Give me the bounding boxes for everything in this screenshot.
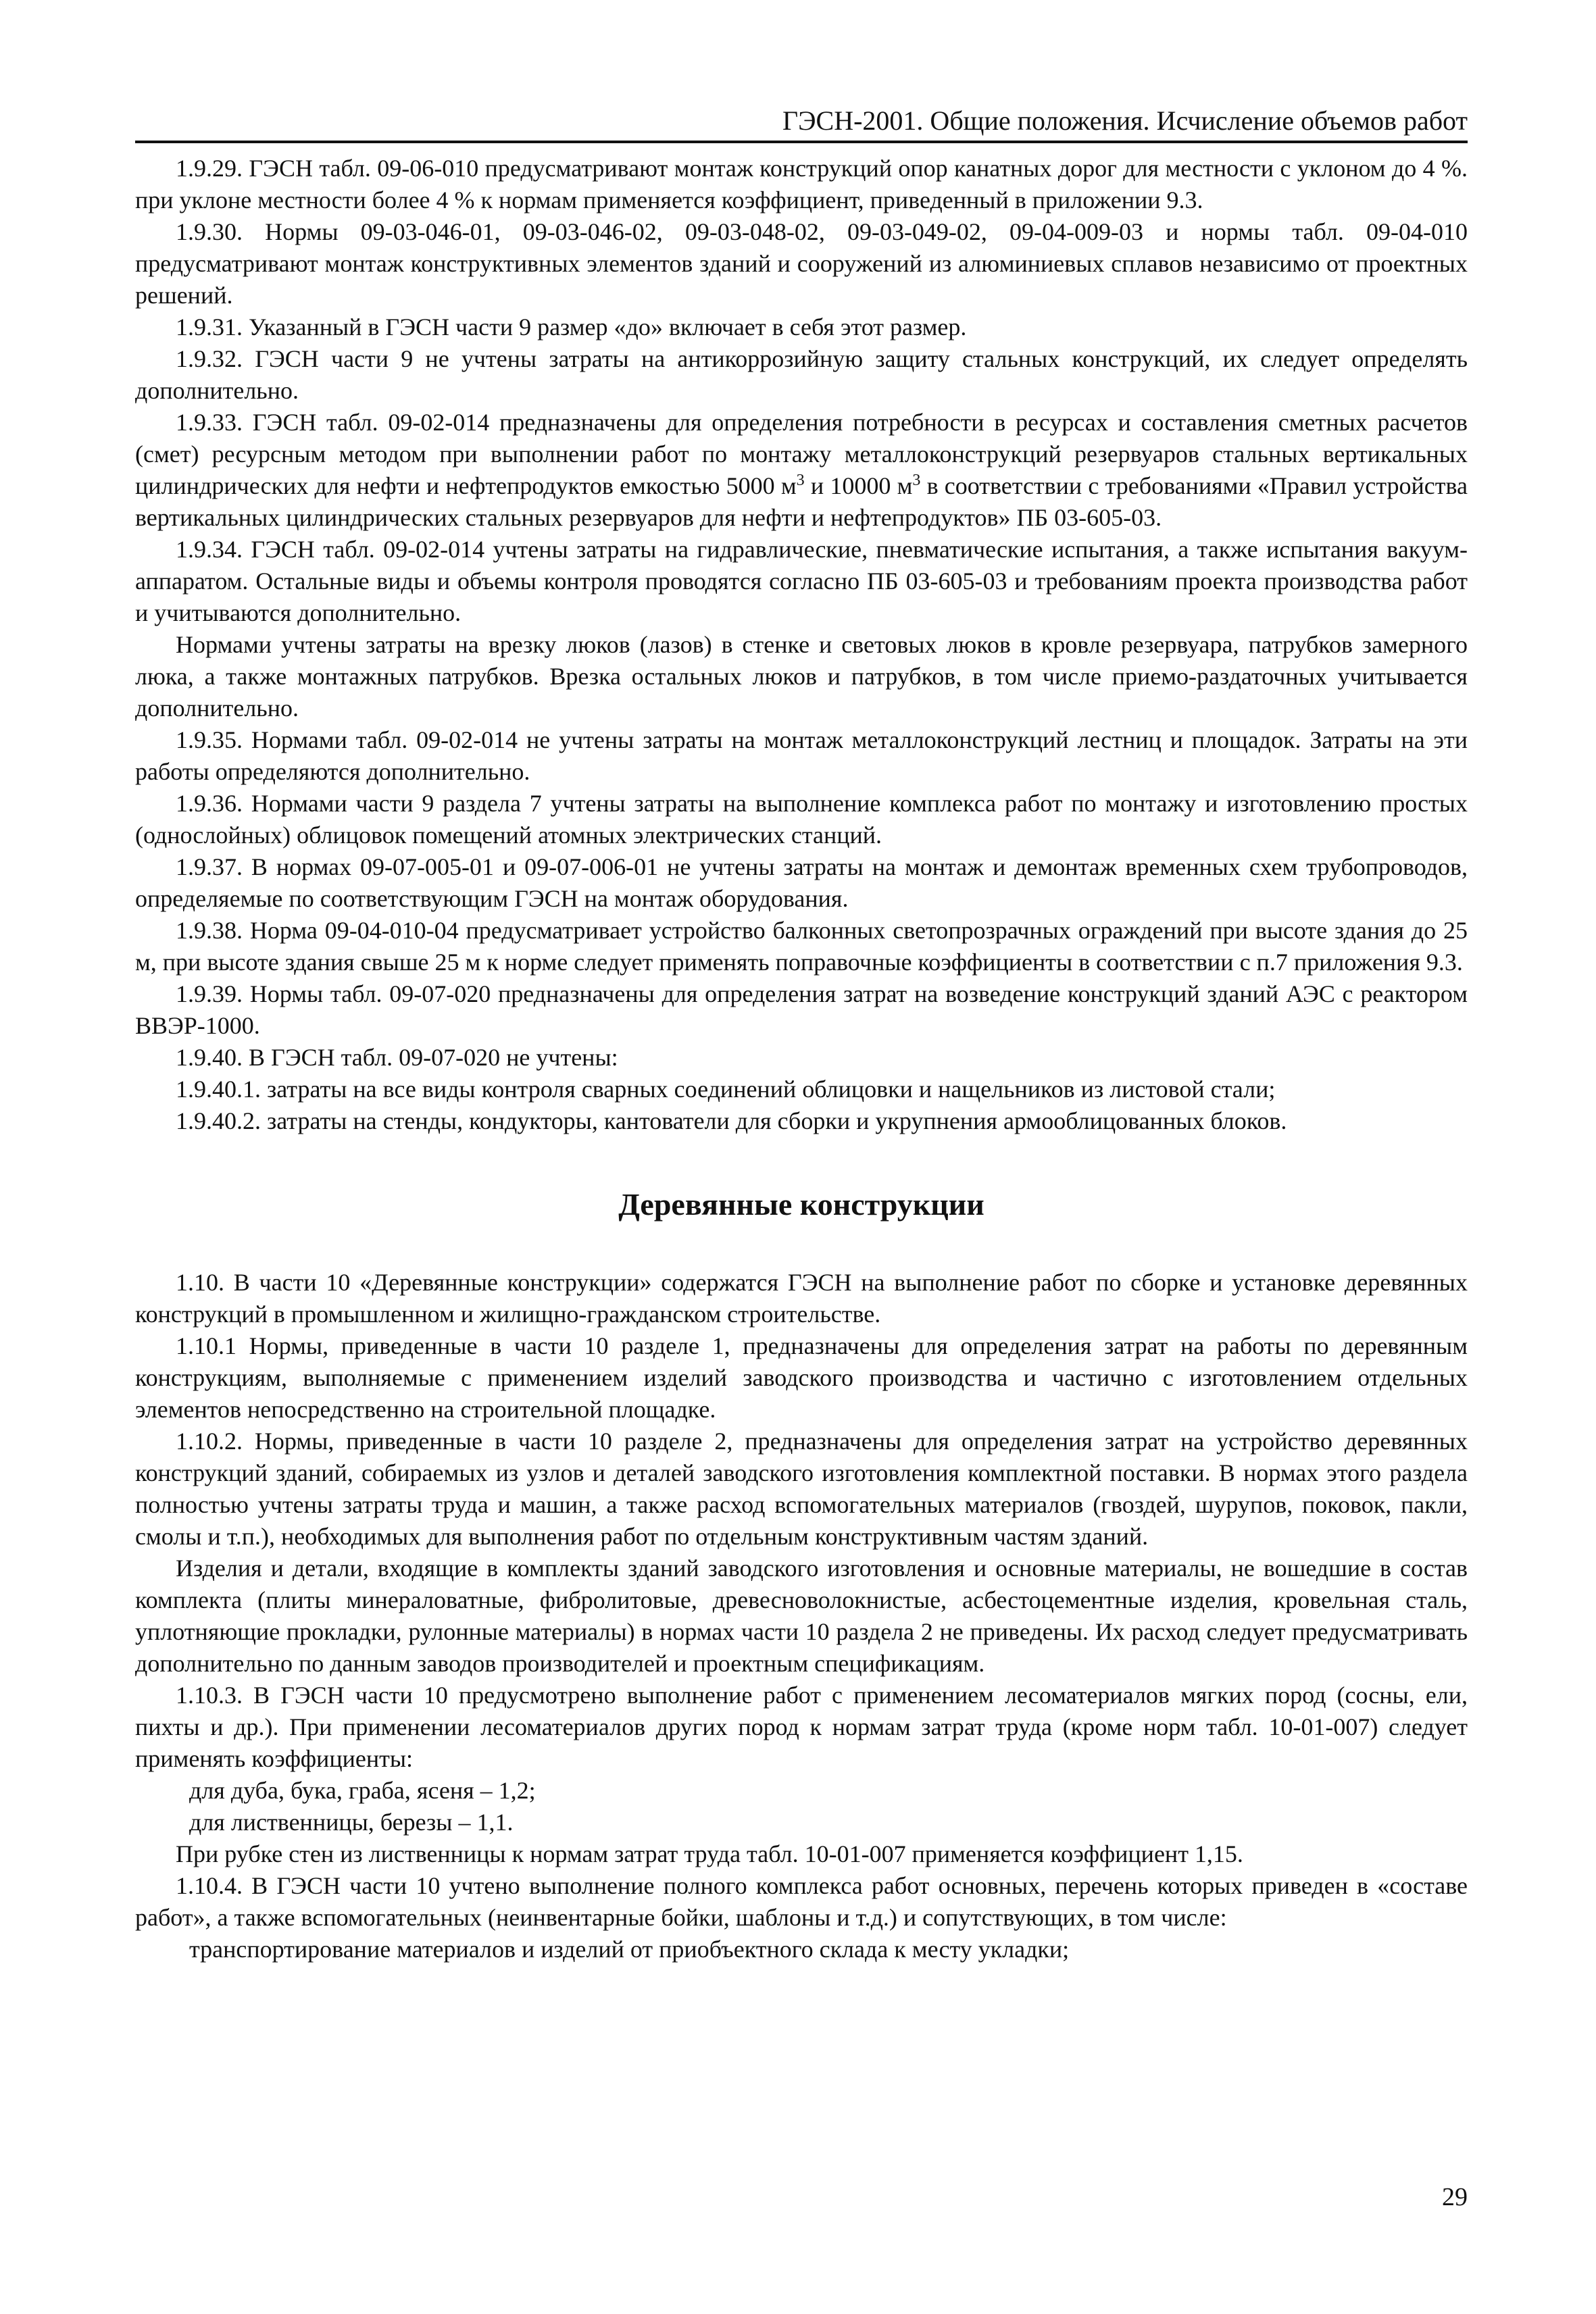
paragraph-1-9-38: 1.9.38. Норма 09-04-010-04 предусматривает устройство балконных светопрозрачных ограждений при высоте здания до 25 м, при высоте здания свыше 25 м к норме следует применять поправочные коэффициенты в соответствии с п.7 приложения 9.3. — [135, 917, 1468, 976]
paragraph-1-9-31: 1.9.31. Указанный в ГЭСН части 9 размер «до» включает в себя этот размер. — [176, 313, 967, 341]
paragraph-1-9-37: 1.9.37. В нормах 09-07-005-01 и 09-07-006-01 не учтены затраты на монтаж и демонтаж временных схем трубопроводов, определяемые по соответствующим ГЭСН на монтаж оборудования. — [135, 853, 1468, 912]
paragraph-1-9-33-part1: 1.9.33. ГЭСН табл. 09-02-014 предназначены для определения потребности в ресурсах и составления сметных расчетов (смет) ресурсным методом при выполнении работ по монтажу металлоконструкций резервуаров стальных вертикальных цилиндрических для нефти и нефтепродуктов емкостью 5000 м — [135, 409, 1468, 499]
paragraph-1-9-32: 1.9.32. ГЭСН части 9 не учтены затраты на антикоррозийную защиту стальных конструкций, их следует определять дополнительно. — [135, 345, 1468, 404]
paragraph-1-10-1: 1.10.1 Нормы, приведенные в части 10 разделе 1, предназначены для определения затрат на работы по деревянным конструкциям, выполняемые с применением изделий заводского производства и частично с изготовлением отдельных элементов непосредственно на строительной площадке. — [135, 1332, 1468, 1423]
paragraph-1-9-33-part2: и 10000 м — [804, 472, 913, 499]
paragraph-larch-coefficient: При рубке стен из лиственницы к нормам затрат труда табл. 10-01-007 применяется коэффициент 1,15. — [176, 1840, 1243, 1867]
paragraph-1-9-40-2: 1.9.40.2. затраты на стенды, кондукторы, кантователи для сборки и укрупнения армооблицованных блоков. — [176, 1107, 1287, 1134]
paragraph-1-10-4: 1.10.4. В ГЭСН части 10 учтено выполнение полного комплекса работ основных, перечень которых приведен в «составе работ», а также вспомогательных (неинвентарные бойки, шаблоны и т.д.) и сопутствующих, в том числе: — [135, 1872, 1468, 1931]
paragraph-1-9-34: 1.9.34. ГЭСН табл. 09-02-014 учтены затраты на гидравлические, пневматические испытания, а также испытания вакуум-аппаратом. Остальные виды и объемы контроля проводятся согласно ПБ 03-605-03 и требованиям проекта производства работ и учитываются дополнительно. — [135, 536, 1468, 626]
paragraph-1-9-30: 1.9.30. Нормы 09-03-046-01, 09-03-046-02, 09-03-048-02, 09-03-049-02, 09-04-009-03 и нормы табл. 09-04-010 предусматривают монтаж конструктивных элементов зданий и сооружений из алюминиевых сплавов независимо от проектных решений. — [135, 218, 1468, 309]
paragraph-1-10: 1.10. В части 10 «Деревянные конструкции» содержатся ГЭСН на выполнение работ по сборке и установке деревянных конструкций в промышленном и жилищно-гражданском строительстве. — [135, 1269, 1468, 1328]
superscript-3: 3 — [796, 472, 805, 489]
coefficient-item: для лиственницы, березы – 1,1. — [189, 1809, 514, 1836]
paragraph-1-9-40-1: 1.9.40.1. затраты на все виды контроля сварных соединений облицовки и нащельников из листовой стали; — [176, 1076, 1276, 1103]
running-header — [135, 100, 1468, 143]
paragraph-products-details: Изделия и детали, входящие в комплекты зданий заводского изготовления и основные материалы, не вошедшие в состав комплекта (плиты минераловатные, фибролитовые, древесноволокнистые, асбестоцементные изделия, кровельная сталь, уплотняющие прокладки, рулонные материалы) в нормах части 10 раздела 2 не приведены. Их расход следует предусматривать дополнительно по данным заводов производителей и проектным спецификациям. — [135, 1555, 1468, 1677]
section-title: Деревянные конструкции — [618, 1187, 984, 1222]
header-title: ГЭСН-2001. Общие положения. Исчисление объемов работ — [782, 105, 1468, 136]
paragraph-1-9-33-part3: в соответствии с требованиями «Правил устройства вертикальных цилиндрических стальных резервуаров для нефти и нефтепродуктов» ПБ 03-605-03. — [135, 472, 1468, 531]
paragraph-1-10-2: 1.10.2. Нормы, приведенные в части 10 разделе 2, предназначены для определения затрат на устройство деревянных конструкций зданий, собираемых из узлов и деталей заводского изготовления комплектной поставки. В нормах этого раздела полностью учтены затраты труда и машин, а также расход вспомогательных материалов (гвоздей, шурупов, поковок, пакли, смолы и т.п.), необходимых для выполнения работ по отдельным конструктивным частям зданий. — [135, 1428, 1468, 1550]
paragraph-1-9-35: 1.9.35. Нормами табл. 09-02-014 не учтены затраты на монтаж металлоконструкций лестниц и площадок. Затраты на эти работы определяются дополнительно. — [135, 726, 1468, 785]
paragraph-1-9-39: 1.9.39. Нормы табл. 09-07-020 предназначены для определения затрат на возведение конструкций зданий АЭС с реактором ВВЭР-1000. — [135, 980, 1468, 1039]
coefficient-item: для дуба, бука, граба, ясеня – 1,2; — [189, 1777, 536, 1804]
paragraph-hatch-cutting: Нормами учтены затраты на врезку люков (лазов) в стенке и световых люков в кровле резервуара, патрубков замерного люка, а также монтажных патрубков. Врезка остальных люков и патрубков, в том числе приемо-раздаточных учитывается дополнительно. — [135, 631, 1468, 722]
superscript-3: 3 — [912, 472, 921, 489]
paragraph-1-9-29: 1.9.29. ГЭСН табл. 09-06-010 предусматривают монтаж конструкций опор канатных дорог для местности с уклоном до 4 %. при уклоне местности более 4 % к нормам применяется коэффициент, приведенный в приложении 9.3. — [135, 155, 1468, 213]
paragraph-1-10-3: 1.10.3. В ГЭСН части 10 предусмотрено выполнение работ с применением лесоматериалов мягких пород (сосны, ели, пихты и др.). При применении лесоматериалов других пород к нормам затрат труда (кроме норм табл. 10-01-007) следует применять коэффициенты: — [135, 1682, 1468, 1772]
paragraph-1-9-36: 1.9.36. Нормами части 9 раздела 7 учтены затраты на выполнение комплекса работ по монтажу и изготовлению простых (однослойных) облицовок помещений атомных электрических станций. — [135, 790, 1468, 849]
page-content — [135, 153, 1468, 1965]
paragraph-1-9-33 — [135, 407, 1468, 534]
page-number: 29 — [1442, 2183, 1468, 2211]
list-item-transport: транспортирование материалов и изделий от приобъектного склада к месту укладки; — [189, 1936, 1070, 1963]
paragraph-1-9-40: 1.9.40. В ГЭСН табл. 09-07-020 не учтены: — [176, 1044, 618, 1071]
